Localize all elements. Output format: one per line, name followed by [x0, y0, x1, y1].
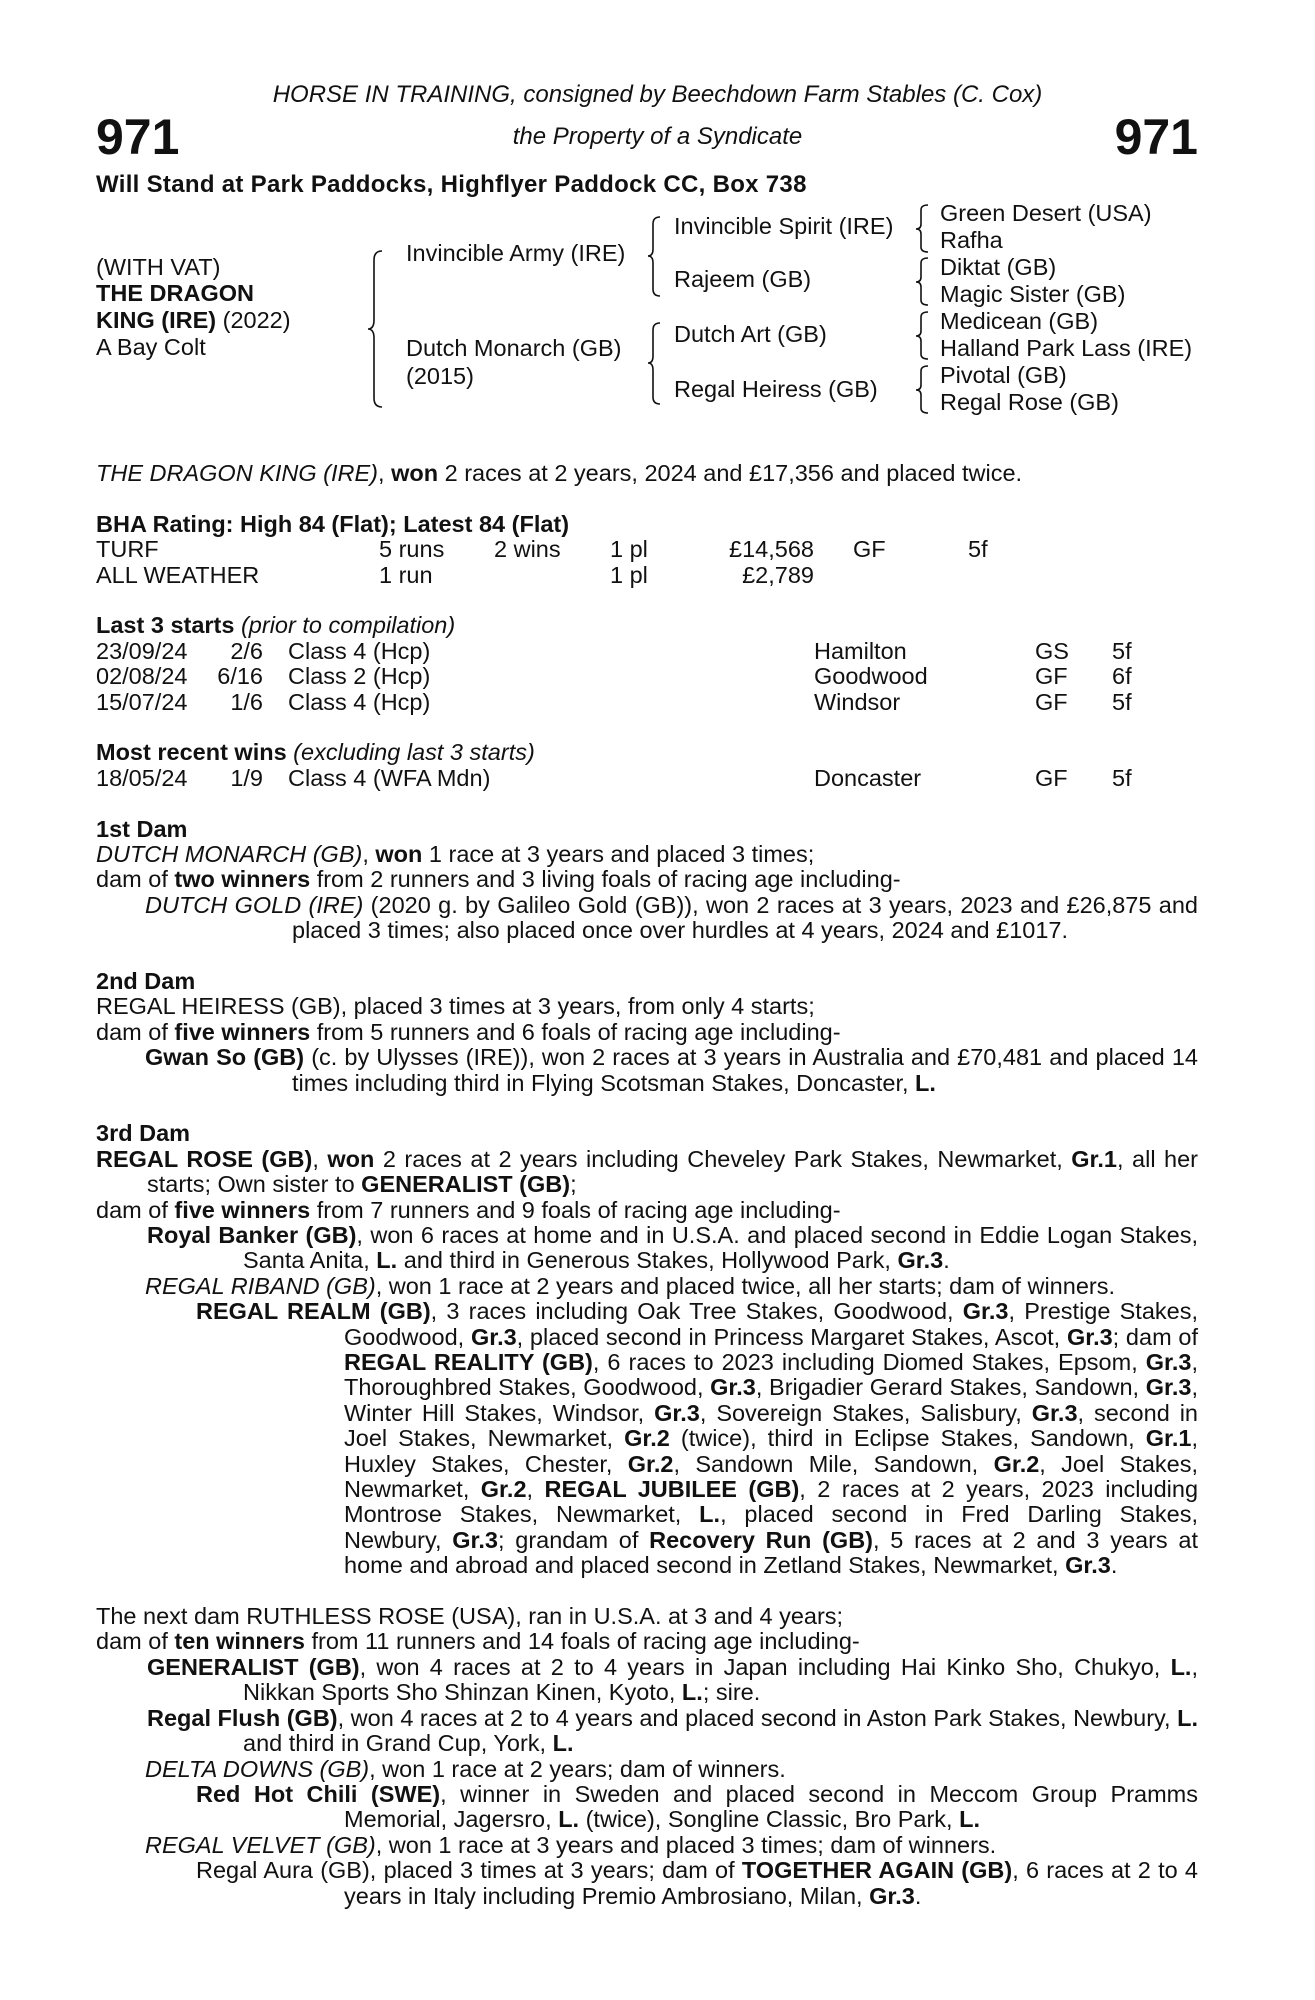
- bold-text: TOGETHER AGAIN (GB): [741, 1857, 1013, 1884]
- recent-wins-table: [96, 766, 1198, 791]
- start-going: GF: [1035, 663, 1068, 690]
- lot-number-left: 971: [96, 109, 180, 165]
- bold-text: Gr.2: [624, 1425, 670, 1452]
- text: , Prestige Stakes, Goodwood,: [344, 1298, 1199, 1350]
- pedigree-section: [96, 817, 1198, 944]
- text: , winner in Sweden and placed second in Meccom Group Pramms Memorial, Jagersro,: [344, 1780, 1198, 1833]
- bold-text: L.: [1177, 1704, 1199, 1731]
- text: The next dam RUTHLESS ROSE (USA), ran in U.S.A. at 3 and 4 years;: [96, 1603, 844, 1630]
- recent-wins-note: (excluding last 3 starts): [286, 739, 535, 766]
- text: , placed second in Fred Darling Stakes, Newbury,: [344, 1501, 1198, 1553]
- text: , Brigadier Gerard Stakes, Sandown,: [755, 1374, 1146, 1401]
- bold-text: Gr.1: [1145, 1425, 1192, 1452]
- text: , 6 races to 2023 including Diomed Stakes, Epsom,: [592, 1349, 1146, 1376]
- italic-text: DUTCH MONARCH (GB): [96, 840, 363, 867]
- start-going: GF: [1035, 764, 1068, 791]
- start-course: Hamilton: [814, 637, 907, 664]
- start-dist: 5f: [1112, 688, 1132, 715]
- summary-horse-name: THE DRAGON KING (IRE): [96, 460, 379, 486]
- pedigree-section: [96, 1604, 1198, 1909]
- bold-text: L.: [376, 1247, 398, 1274]
- start-date: 02/08/24: [96, 663, 188, 690]
- text: , Joel Stakes, Newmarket,: [344, 1450, 1199, 1503]
- text: ; sire.: [702, 1679, 761, 1706]
- rating-wins: 2 wins: [494, 536, 561, 563]
- bold-text: REGAL REALM (GB): [196, 1298, 431, 1325]
- bold-text: Gr.3: [1031, 1399, 1078, 1426]
- text: , 5 races at 2 and 3 years at home and abroad and placed second in Zetland Stakes, Newmarket,: [344, 1526, 1199, 1579]
- recent-wins-title: Most recent wins: [96, 739, 287, 766]
- brace-ss: [916, 204, 930, 254]
- start-dist: 5f: [1112, 637, 1132, 664]
- text: , won 6 races at home and in U.S.A. and placed second in Eddie Logan Stakes, Santa Anita,: [243, 1222, 1199, 1274]
- pedigree-entry: [96, 1629, 1198, 1654]
- bold-text: Gr.3: [452, 1526, 498, 1553]
- text: , won 1 race at 3 years and placed 3 times; dam of winners.: [375, 1831, 997, 1858]
- recent-wins-heading: [96, 740, 1198, 765]
- text: , second in Joel Stakes, Newmarket,: [344, 1399, 1199, 1452]
- bold-text: Royal Banker (GB): [147, 1222, 357, 1248]
- bold-text: REGAL JUBILEE (GB): [544, 1476, 800, 1503]
- start-row: [96, 664, 1198, 689]
- dsd: Halland Park Lass (IRE): [940, 335, 1193, 361]
- bold-text: GENERALIST (GB): [147, 1653, 360, 1680]
- text: REGAL HEIRESS (GB), placed 3 times at 3 years, from only 4 starts;: [96, 993, 815, 1020]
- start-dist: 5f: [1112, 764, 1132, 791]
- start-race: Class 4 (WFA Mdn): [288, 764, 491, 791]
- pedigree-entry: [96, 1198, 1198, 1223]
- text: , 6 races at 2 to 4 years in Italy including Premio Ambrosiano, Milan,: [344, 1857, 1199, 1909]
- text: and third in Generous Stakes, Hollywood Park,: [397, 1247, 898, 1274]
- rating-placed: 1 pl: [610, 536, 648, 563]
- bold-text: L.: [558, 1806, 580, 1833]
- sds: Diktat (GB): [940, 254, 1057, 280]
- dam-year: (2015): [406, 363, 474, 389]
- text: , Sovereign Stakes, Salisbury,: [699, 1399, 1032, 1426]
- pedigree-entry: [96, 1045, 1198, 1096]
- text: , won 4 races at 2 to 4 years and placed second in Aston Park Stakes, Newbury,: [337, 1704, 1178, 1731]
- text: , Nikkan Sports Sho Shinzan Kinen, Kyoto,: [243, 1653, 1198, 1706]
- catalogue-body: [96, 461, 1198, 1909]
- text: from 5 runners and 6 foals of racing age including-: [310, 1018, 841, 1045]
- bold-text: five winners: [174, 1018, 311, 1045]
- pedigree-entry: [96, 1274, 1198, 1299]
- bold-text: Gwan So (GB): [145, 1044, 305, 1071]
- italic-text: DELTA DOWNS (GB): [145, 1755, 370, 1782]
- pedigree-entry: [96, 867, 1198, 892]
- bold-text: Gr.3: [710, 1374, 756, 1401]
- horse-name-line2: [96, 308, 291, 333]
- pedigree-entry: [96, 893, 1198, 944]
- bold-text: Gr.1: [1071, 1145, 1117, 1172]
- text: (twice), Songline Classic, Bro Park,: [579, 1806, 960, 1833]
- start-date: 23/09/24: [96, 637, 188, 664]
- start-course: Doncaster: [814, 764, 922, 791]
- text: dam of: [96, 1018, 175, 1045]
- bold-text: won: [327, 1145, 375, 1172]
- text: ,: [362, 840, 376, 867]
- bold-text: Gr.3: [962, 1298, 1009, 1325]
- rating-table: [96, 537, 1198, 588]
- vat-label: (WITH VAT): [96, 254, 221, 280]
- start-course: Goodwood: [814, 663, 928, 690]
- rating-surface: ALL WEATHER: [96, 561, 260, 588]
- rating-placed: 1 pl: [610, 561, 648, 588]
- italic-text: DUTCH GOLD (IRE): [145, 891, 364, 918]
- lot-number-right: 971: [1114, 109, 1198, 165]
- text: dam of: [96, 866, 175, 893]
- text: , 3 races including Oak Tree Stakes, Goodwood,: [430, 1298, 963, 1325]
- start-race: Class 4 (Hcp): [288, 688, 431, 715]
- rating-going: GF: [853, 536, 886, 563]
- section-heading: 2nd Dam: [96, 967, 196, 994]
- rating-runs: 5 runs: [379, 536, 445, 563]
- text: , 2 races at 2 years, 2023 including Montrose Stakes, Newmarket,: [344, 1476, 1199, 1528]
- bold-text: Gr.3: [1066, 1323, 1113, 1350]
- text: dam of: [96, 1196, 175, 1223]
- text: , all her starts; Own sister to: [147, 1145, 1198, 1198]
- text: Regal Aura (GB), placed 3 times at 3 years; dam of: [196, 1857, 742, 1884]
- text: , Huxley Stakes, Chester,: [344, 1425, 1198, 1477]
- start-dist: 6f: [1112, 663, 1132, 690]
- dam-sections: [96, 791, 1198, 1909]
- bold-text: Gr.2: [480, 1476, 527, 1503]
- pedigree-entry: [96, 1833, 1198, 1858]
- pedigree-entry: [96, 1020, 1198, 1045]
- sire: Invincible Army (IRE): [406, 240, 626, 266]
- rating-dist: 5f: [968, 536, 988, 563]
- text: and third in Grand Cup, York,: [243, 1730, 553, 1757]
- bha-rating-title: BHA Rating: High 84 (Flat); Latest 84 (Flat): [96, 510, 570, 537]
- summary-text: 2 races at 2 years, 2024 and £17,356 and placed twice.: [438, 460, 1023, 486]
- text: (c. by Ulysses (IRE)), won 2 races at 3 years in Australia and £70,481 and placed 14 times including third in Flying Scotsman Stakes, Doncaster,: [292, 1044, 1198, 1096]
- italic-text: REGAL RIBAND (GB): [145, 1272, 376, 1299]
- text: .: [1110, 1552, 1118, 1579]
- bold-text: Gr.3: [869, 1882, 915, 1909]
- bold-text: two winners: [174, 866, 311, 893]
- text: ;: [570, 1171, 577, 1198]
- text: , won 4 races at 2 to 4 years in Japan including Hai Kinko Sho, Chukyo,: [359, 1653, 1171, 1680]
- pedigree-entry: [96, 1147, 1198, 1198]
- start-pos: 1/9: [230, 764, 263, 791]
- start-row: [96, 639, 1198, 664]
- brace-dam: [648, 322, 662, 406]
- pedigree-entry: [96, 1223, 1198, 1274]
- section-heading: 1st Dam: [96, 815, 188, 842]
- consignor-line: HORSE IN TRAINING, consigned by Beechdown Farm Stables (C. Cox): [272, 81, 1043, 108]
- start-pos: 1/6: [230, 688, 263, 715]
- start-row: [96, 766, 1198, 791]
- start-pos: 2/6: [230, 637, 263, 664]
- summary-won: won: [391, 460, 439, 486]
- summary-sep: ,: [378, 460, 392, 486]
- pedigree-entry: [96, 1757, 1198, 1782]
- ssd: Rafha: [940, 227, 1003, 253]
- dam-dam: Regal Heiress (GB): [674, 376, 878, 402]
- bold-text: L.: [1170, 1653, 1192, 1680]
- pedigree-entry: [96, 1706, 1198, 1757]
- start-course: Windsor: [814, 688, 901, 715]
- sdd: Magic Sister (GB): [940, 281, 1126, 307]
- bold-text: REGAL REALITY (GB): [344, 1349, 593, 1376]
- pedigree-entry: [96, 1604, 1198, 1629]
- text: 1 race at 3 years and placed 3 times;: [422, 840, 815, 867]
- bold-text: L.: [915, 1069, 936, 1096]
- horse-description: A Bay Colt: [96, 334, 206, 360]
- bold-text: won: [375, 840, 423, 867]
- text: (2020 g. by Galileo Gold (GB)), won 2 races at 3 years, 2023 and £26,875 and placed 3 times; also placed once over hurdles at 4 years, 2024 and £1017.: [292, 891, 1198, 944]
- start-row: [96, 690, 1198, 715]
- sire-dam: Rajeem (GB): [674, 266, 812, 292]
- bold-text: Gr.3: [654, 1399, 700, 1426]
- last-starts-heading: [96, 613, 1198, 638]
- bold-text: Recovery Run (GB): [649, 1526, 873, 1553]
- bold-text: ten winners: [174, 1628, 305, 1655]
- bold-text: REGAL ROSE (GB): [96, 1145, 313, 1172]
- bold-text: Gr.3: [1145, 1349, 1192, 1376]
- text: (twice), third in Eclipse Stakes, Sandown,: [669, 1425, 1146, 1452]
- dam-sire: Dutch Art (GB): [674, 321, 827, 347]
- bold-text: L.: [699, 1501, 721, 1528]
- text: dam of: [96, 1628, 175, 1655]
- text: 2 races at 2 years including Cheveley Park Stakes, Newmarket,: [374, 1145, 1072, 1172]
- bold-text: Gr.3: [897, 1247, 944, 1274]
- text: , Sandown Mile, Sandown,: [673, 1450, 994, 1477]
- start-date: 15/07/24: [96, 688, 188, 715]
- pedigree-entry: [96, 1655, 1198, 1706]
- last-starts-title: Last 3 starts: [96, 612, 235, 639]
- bold-text: GENERALIST (GB): [361, 1171, 571, 1198]
- text: .: [914, 1882, 922, 1909]
- last-starts-note: (prior to compilation): [234, 612, 456, 639]
- rating-runs: 1 run: [379, 561, 433, 588]
- start-going: GS: [1035, 637, 1069, 664]
- bold-text: Gr.2: [627, 1450, 674, 1477]
- pedigree-section: [96, 969, 1198, 1096]
- text: from 2 runners and 3 living foals of racing age including-: [310, 866, 901, 893]
- text: from 7 runners and 9 foals of racing age including-: [310, 1196, 841, 1223]
- text: .: [943, 1247, 950, 1274]
- pedigree-entry: [96, 1858, 1198, 1909]
- text: ,: [312, 1145, 328, 1172]
- vendor-line: the Property of a Syndicate: [512, 123, 803, 150]
- bold-text: L.: [552, 1730, 574, 1757]
- start-race: Class 4 (Hcp): [288, 637, 431, 664]
- text: ,: [526, 1476, 545, 1503]
- rating-prize: £14,568: [729, 536, 814, 563]
- foaling-year: (2022): [216, 307, 291, 333]
- pedigree-entry: [96, 842, 1198, 867]
- dds: Pivotal (GB): [940, 362, 1067, 388]
- pedigree-entry: [96, 994, 1198, 1019]
- bold-text: Gr.3: [1065, 1552, 1111, 1579]
- brace-sd: [916, 257, 930, 307]
- bold-text: Regal Flush (GB): [147, 1704, 338, 1731]
- text: , Thoroughbred Stakes, Goodwood,: [344, 1349, 1199, 1401]
- bold-text: L.: [681, 1679, 703, 1706]
- start-going: GF: [1035, 688, 1068, 715]
- bold-text: L.: [959, 1806, 981, 1833]
- rating-row: [96, 537, 1198, 562]
- rating-row: [96, 563, 1198, 588]
- text: , Winter Hill Stakes, Windsor,: [344, 1374, 1198, 1426]
- text: , won 1 race at 2 years and placed twice, all her starts; dam of winners.: [375, 1272, 1116, 1299]
- text: , won 1 race at 2 years; dam of winners.: [369, 1755, 786, 1782]
- horse-name-line1: THE DRAGON: [96, 280, 254, 306]
- bold-text: Red Hot Chili (SWE): [196, 1780, 441, 1807]
- rating-prize: £2,789: [742, 561, 814, 588]
- last-starts-table: [96, 639, 1198, 715]
- sire-sire: Invincible Spirit (IRE): [674, 213, 894, 239]
- bold-text: Gr.3: [1145, 1374, 1192, 1401]
- sss: Green Desert (USA): [940, 200, 1152, 226]
- bold-text: five winners: [174, 1196, 311, 1223]
- start-pos: 6/16: [217, 663, 263, 690]
- ddd: Regal Rose (GB): [940, 389, 1119, 415]
- pedigree-entry: [96, 1299, 1198, 1578]
- brace-dd: [916, 365, 930, 415]
- stabling-location: Will Stand at Park Paddocks, Highflyer Paddock CC, Box 738: [96, 171, 807, 198]
- text: from 11 runners and 14 foals of racing age including-: [304, 1628, 860, 1655]
- brace-ds: [916, 311, 930, 361]
- dss: Medicean (GB): [940, 308, 1099, 334]
- brace-sire: [648, 216, 662, 298]
- dam: Dutch Monarch (GB): [406, 335, 622, 361]
- brace-main: [368, 250, 386, 408]
- italic-text: REGAL VELVET (GB): [145, 1831, 376, 1858]
- start-race: Class 2 (Hcp): [288, 663, 431, 690]
- start-date: 18/05/24: [96, 764, 188, 791]
- text: ; dam of: [1112, 1323, 1198, 1350]
- race-summary: [96, 461, 1198, 486]
- pedigree-section: [96, 1121, 1198, 1578]
- text: ; grandam of: [498, 1526, 650, 1553]
- rating-surface: TURF: [96, 536, 159, 563]
- text: , placed second in Princess Margaret Stakes, Ascot,: [516, 1323, 1067, 1350]
- section-heading: 3rd Dam: [96, 1120, 191, 1147]
- bold-text: Gr.2: [993, 1450, 1040, 1477]
- pedigree-entry: [96, 1782, 1198, 1833]
- horse-name: KING (IRE): [96, 307, 217, 333]
- bold-text: Gr.3: [470, 1323, 517, 1350]
